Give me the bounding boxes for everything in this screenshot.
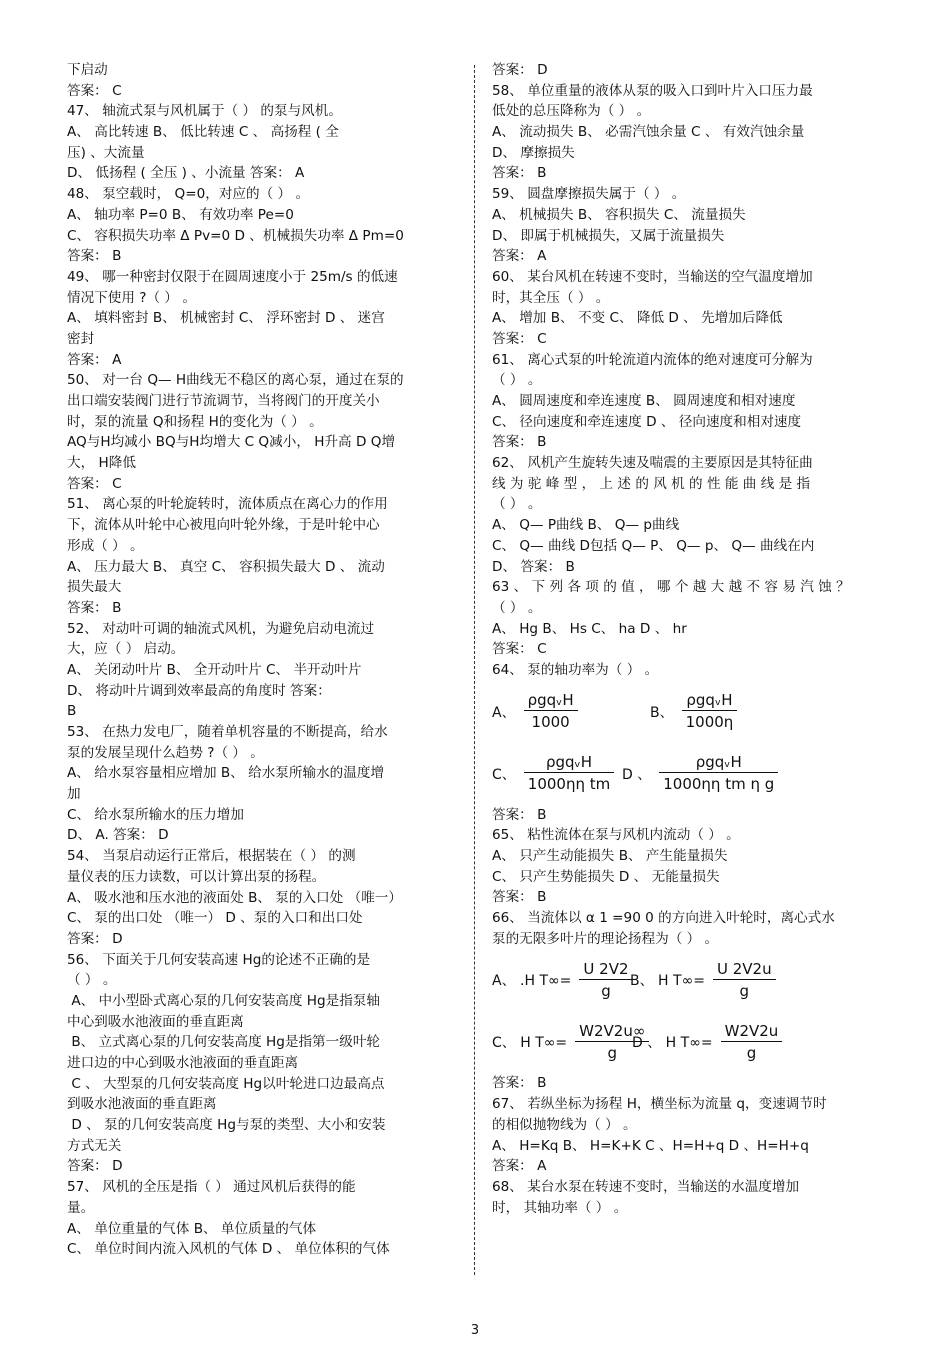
text-line: 答案： B xyxy=(492,889,547,906)
text-line: 情况下使用 ?（ ） 。 xyxy=(67,289,196,306)
text-line: A、 中小型卧式离心泵的几何安装高度 Hg是指泵轴 xyxy=(67,992,380,1009)
option-label: A、 .H T∞= xyxy=(492,973,572,990)
q66-formula-row-1 xyxy=(492,949,884,1011)
text-line: D、 A. 答案： D xyxy=(67,827,169,844)
text-line: 时，泵的流量 Q和扬程 H的变化为（ ） 。 xyxy=(67,413,323,430)
text-line: A、 关闭动叶片 B、 全开动叶片 C、 半开动叶片 xyxy=(67,661,362,678)
right-middle-block xyxy=(492,805,884,950)
q64-option-d xyxy=(622,743,778,805)
text-line: 答案： C xyxy=(492,330,547,347)
text-line: C 、 大型泵的几何安装高度 Hg以叶轮进口边最高点 xyxy=(67,1075,385,1092)
text-line: 64、 泵的轴功率为（ ） 。 xyxy=(492,661,659,678)
q66-option-b xyxy=(630,949,776,1011)
text-line: A、 增加 B、 不变 C、 降低 D 、 先增加后降低 xyxy=(492,310,783,327)
q64-option-c xyxy=(492,743,614,805)
text-line: （ ） 。 xyxy=(492,599,542,616)
text-line: A、 轴功率 P=0 B、 有效功率 Pe=0 xyxy=(67,206,294,223)
text-line: C、 泵的出口处 （唯一） D 、泵的入口和出口处 xyxy=(67,910,363,927)
text-line: 答案： B xyxy=(67,599,122,616)
fraction: $\frac{\text{ρgqᵥH}}{\text{1000ηη tm η g}}$ xyxy=(659,752,778,795)
text-line: 压) 、大流量 xyxy=(67,144,145,161)
text-line: 52、 对动叶可调的轴流式风机，为避免启动电流过 xyxy=(67,620,375,637)
text-line: AQ与H均减小 BQ与H均增大 C Q减小， H升高 D Q增 xyxy=(67,434,396,451)
text-line: 答案： A xyxy=(492,248,547,265)
text-line: A、 吸水池和压水池的液面处 B、 泵的入口处 （唯一） xyxy=(67,889,402,906)
text-line: 泵的无限多叶片的理论扬程为（ ） 。 xyxy=(492,930,719,947)
text-line: 65、 粘性流体在泵与风机内流动（ ） 。 xyxy=(492,827,740,844)
text-line: B、 立式离心泵的几何安装高度 Hg是指第一级叶轮 xyxy=(67,1034,381,1051)
option-label: A、 xyxy=(492,704,516,721)
page-number: 3 xyxy=(470,1323,480,1338)
text-line: 67、 若纵坐标为扬程 H，横坐标为流量 q，变速调节时 xyxy=(492,1096,827,1113)
text-line: 下启动 xyxy=(67,62,108,78)
text-line: 量。 xyxy=(67,1199,95,1216)
q64-formula-row-1 xyxy=(492,681,884,743)
option-label: B、 H T∞= xyxy=(630,973,705,990)
text-line: 密封 xyxy=(67,330,95,347)
text-line: A、 机械损失 B、 容积损失 C、 流量损失 xyxy=(492,206,746,223)
text-line: D 、 泵的几何安装高度 Hg与泵的类型、大小和安装 xyxy=(67,1117,386,1134)
text-line: 大，应（ ） 启动。 xyxy=(67,641,185,658)
text-line: 60、 某台风机在转速不变时，当输送的空气温度增加 xyxy=(492,268,813,285)
text-line: A、 只产生动能损失 B、 产生能量损失 xyxy=(492,848,728,864)
text-line: A、 给水泵容量相应增加 B、 给水泵所输水的温度增 xyxy=(67,765,385,782)
text-line: 54、 当泵启动运行正常后，根据装在（ ） 的测 xyxy=(67,848,356,865)
text-line: 答案： B xyxy=(492,1075,547,1092)
text-line: 进口边的中心到吸水池液面的垂直距离 xyxy=(67,1055,299,1071)
text-line: 答案： B xyxy=(492,434,547,451)
text-line: 的相似抛物线为（ ） 。 xyxy=(492,1116,637,1133)
fraction: $\frac{\text{ρgqᵥH}}{1000\eta}$ xyxy=(682,690,738,733)
text-line: 方式无关 xyxy=(67,1137,122,1154)
text-line: 63 、 下 列 各 项 的 值 ， 哪 个 越 大 越 不 容 易 汽 蚀 ？ xyxy=(492,579,850,596)
text-line: （ ） 。 xyxy=(67,972,117,989)
text-line: C、 Q— 曲线 D包括 Q— P、 Q— p、 Q— 曲线在内 xyxy=(492,537,815,554)
text-line: A、 流动损失 B、 必需汽蚀余量 C 、 有效汽蚀余量 xyxy=(492,124,805,141)
text-line: 损失最大 xyxy=(67,579,122,596)
fraction: $\frac{U 2V2u}{g}$ xyxy=(713,959,776,1002)
text-line: C、 容积损失功率 Δ Pv=0 D 、机械损失功率 Δ Pm=0 xyxy=(67,227,404,244)
text-line: 时，其全压（ ） 。 xyxy=(492,289,610,306)
text-line: 答案： D xyxy=(492,62,548,78)
text-line: 53、 在热力发电厂，随着单机容量的不断提高，给水 xyxy=(67,724,388,740)
text-line: （ ） 。 xyxy=(492,496,542,513)
q64-formula-row-2 xyxy=(492,743,884,805)
text-line: 答案： B xyxy=(492,806,547,823)
text-line: 到吸水池液面的垂直距离 xyxy=(67,1096,217,1113)
column-divider xyxy=(474,65,475,1275)
fraction: $\frac{W2V2u}{g}$ xyxy=(721,1021,783,1064)
text-line: 61、 离心式泵的叶轮流道内流体的绝对速度可分解为 xyxy=(492,351,813,368)
text-line: A、 Hg B、 Hs C、 ha D 、 hr xyxy=(492,620,687,637)
text-line: D、 低扬程 ( 全压 ) 、小流量 答案： A xyxy=(67,165,305,182)
text-line: 答案： D xyxy=(67,930,123,947)
right-top-block xyxy=(492,60,884,681)
text-line: A、 圆周速度和牵连速度 B、 圆周速度和相对速度 xyxy=(492,393,796,409)
text-line: 答案： C xyxy=(67,475,122,492)
fraction: $\frac{U 2V2}{g}$ xyxy=(579,959,632,1002)
text-line: 中心到吸水池液面的垂直距离 xyxy=(67,1013,244,1030)
text-line: 51、 离心泵的叶轮旋转时，流体质点在离心力的作用 xyxy=(67,496,388,513)
text-line: 57、 风机的全压是指（ ） 通过风机后获得的能 xyxy=(67,1179,356,1196)
fraction: $\frac{\text{ρgqᵥH}}{1000}$ xyxy=(524,690,578,733)
q64-option-b xyxy=(650,681,737,743)
text-line: 68、 某台水泵在转速不变时，当输送的水温度增加 xyxy=(492,1178,800,1195)
text-line: 56、 下面关于几何安装高速 Hg的论述不正确的是 xyxy=(67,951,371,968)
option-label: D 、 H T∞= xyxy=(632,1035,713,1052)
left-column xyxy=(67,60,457,1260)
text-line: C、 径向速度和牵连速度 D 、 径向速度和相对速度 xyxy=(492,413,802,430)
text-line: 答案： D xyxy=(67,1158,123,1175)
text-line: 形成（ ） 。 xyxy=(67,537,144,554)
fraction: $\frac{W2V2u\infty}{g}$ xyxy=(575,1021,649,1064)
text-line: 47、 轴流式泵与风机属于（ ） 的泵与风机。 xyxy=(67,103,342,120)
text-line: 48、 泵空载时， Q=0，对应的（ ） 。 xyxy=(67,186,310,203)
right-column xyxy=(492,60,884,1218)
option-label: C、 xyxy=(492,766,516,783)
text-line: 答案： A xyxy=(67,351,122,368)
text-line: D、 摩擦损失 xyxy=(492,144,575,161)
text-line: A、 单位重量的气体 B、 单位质量的气体 xyxy=(67,1220,317,1237)
text-line: 50、 对一台 Q— H曲线无不稳区的离心泵，通过在泵的 xyxy=(67,372,404,389)
text-line: A、 Q— P曲线 B、 Q— p曲线 xyxy=(492,517,680,534)
text-line: 出口端安装阀门进行节流调节，当将阀门的开度关小 xyxy=(67,393,380,409)
option-label: D 、 xyxy=(622,766,652,783)
text-line: 49、 哪一种密封仅限于在圆周速度小于 25m/s 的低速 xyxy=(67,268,398,285)
text-line: C、 只产生势能损失 D 、 无能量损失 xyxy=(492,868,720,885)
text-line: 加 xyxy=(67,786,81,803)
text-line: 答案： B xyxy=(492,165,547,182)
text-line: 线 为 驼 峰 型 ， 上 述 的 风 机 的 性 能 曲 线 是 指 xyxy=(492,475,811,492)
q66-option-c xyxy=(492,1011,649,1073)
text-line: A、 高比转速 B、 低比转速 C 、 高扬程 ( 全 xyxy=(67,124,339,141)
text-line: 答案： C xyxy=(67,82,122,99)
text-line: A、 H=Kq B、 H=K+K C 、H=H+q D 、H=H+q xyxy=(492,1137,809,1154)
text-line: D、 即属于机械损失，又属于流量损失 xyxy=(492,227,725,244)
text-line: 泵的发展呈现什么趋势 ?（ ） 。 xyxy=(67,744,264,761)
text-line: 62、 风机产生旋转失速及喘震的主要原因是其特征曲 xyxy=(492,455,813,472)
text-line: （ ） 。 xyxy=(492,372,542,389)
text-line: D、 答案： B xyxy=(492,558,575,575)
fraction: $\frac{\text{ρgqᵥH}}{\text{1000ηη tm}}$ xyxy=(524,752,614,795)
text-line: 66、 当流体以 α 1 =90 0 的方向进入叶轮时，离心式水 xyxy=(492,910,835,927)
text-line: 59、 圆盘摩擦损失属于（ ） 。 xyxy=(492,186,686,203)
text-line: 大， H降低 xyxy=(67,455,136,472)
text-line: A、 压力最大 B、 真空 C、 容积损失最大 D 、 流动 xyxy=(67,558,385,575)
option-label: B、 xyxy=(650,704,674,721)
q66-option-a xyxy=(492,949,633,1011)
text-line: 答案： B xyxy=(67,248,122,265)
q66-formula-row-2 xyxy=(492,1011,884,1073)
text-line: 58、 单位重量的液体从泵的吸入口到叶片入口压力最 xyxy=(492,82,813,99)
text-line: D、 将动叶片调到效率最高的角度时 答案： xyxy=(67,682,331,699)
text-line: 答案： C xyxy=(492,641,547,658)
text-line: 下，流体从叶轮中心被甩向叶轮外缘，于是叶轮中心 xyxy=(67,517,380,534)
q64-option-a xyxy=(492,681,578,743)
option-label: C、 H T∞= xyxy=(492,1035,568,1052)
text-line: C、 单位时间内流入风机的气体 D 、 单位体积的气体 xyxy=(67,1241,390,1258)
text-line: 答案： A xyxy=(492,1158,547,1175)
text-line: B xyxy=(67,703,77,720)
q66-option-d xyxy=(632,1011,782,1073)
text-line: A、 填料密封 B、 机械密封 C、 浮环密封 D 、 迷宫 xyxy=(67,310,385,327)
text-line: 量仪表的压力读数，可以计算出泵的扬程。 xyxy=(67,868,326,885)
text-line: 低处的总压降称为（ ） 。 xyxy=(492,103,651,120)
text-line: 时， 其轴功率（ ） 。 xyxy=(492,1199,628,1216)
right-bottom-block xyxy=(492,1073,884,1218)
text-line: C、 给水泵所输水的压力增加 xyxy=(67,806,244,823)
